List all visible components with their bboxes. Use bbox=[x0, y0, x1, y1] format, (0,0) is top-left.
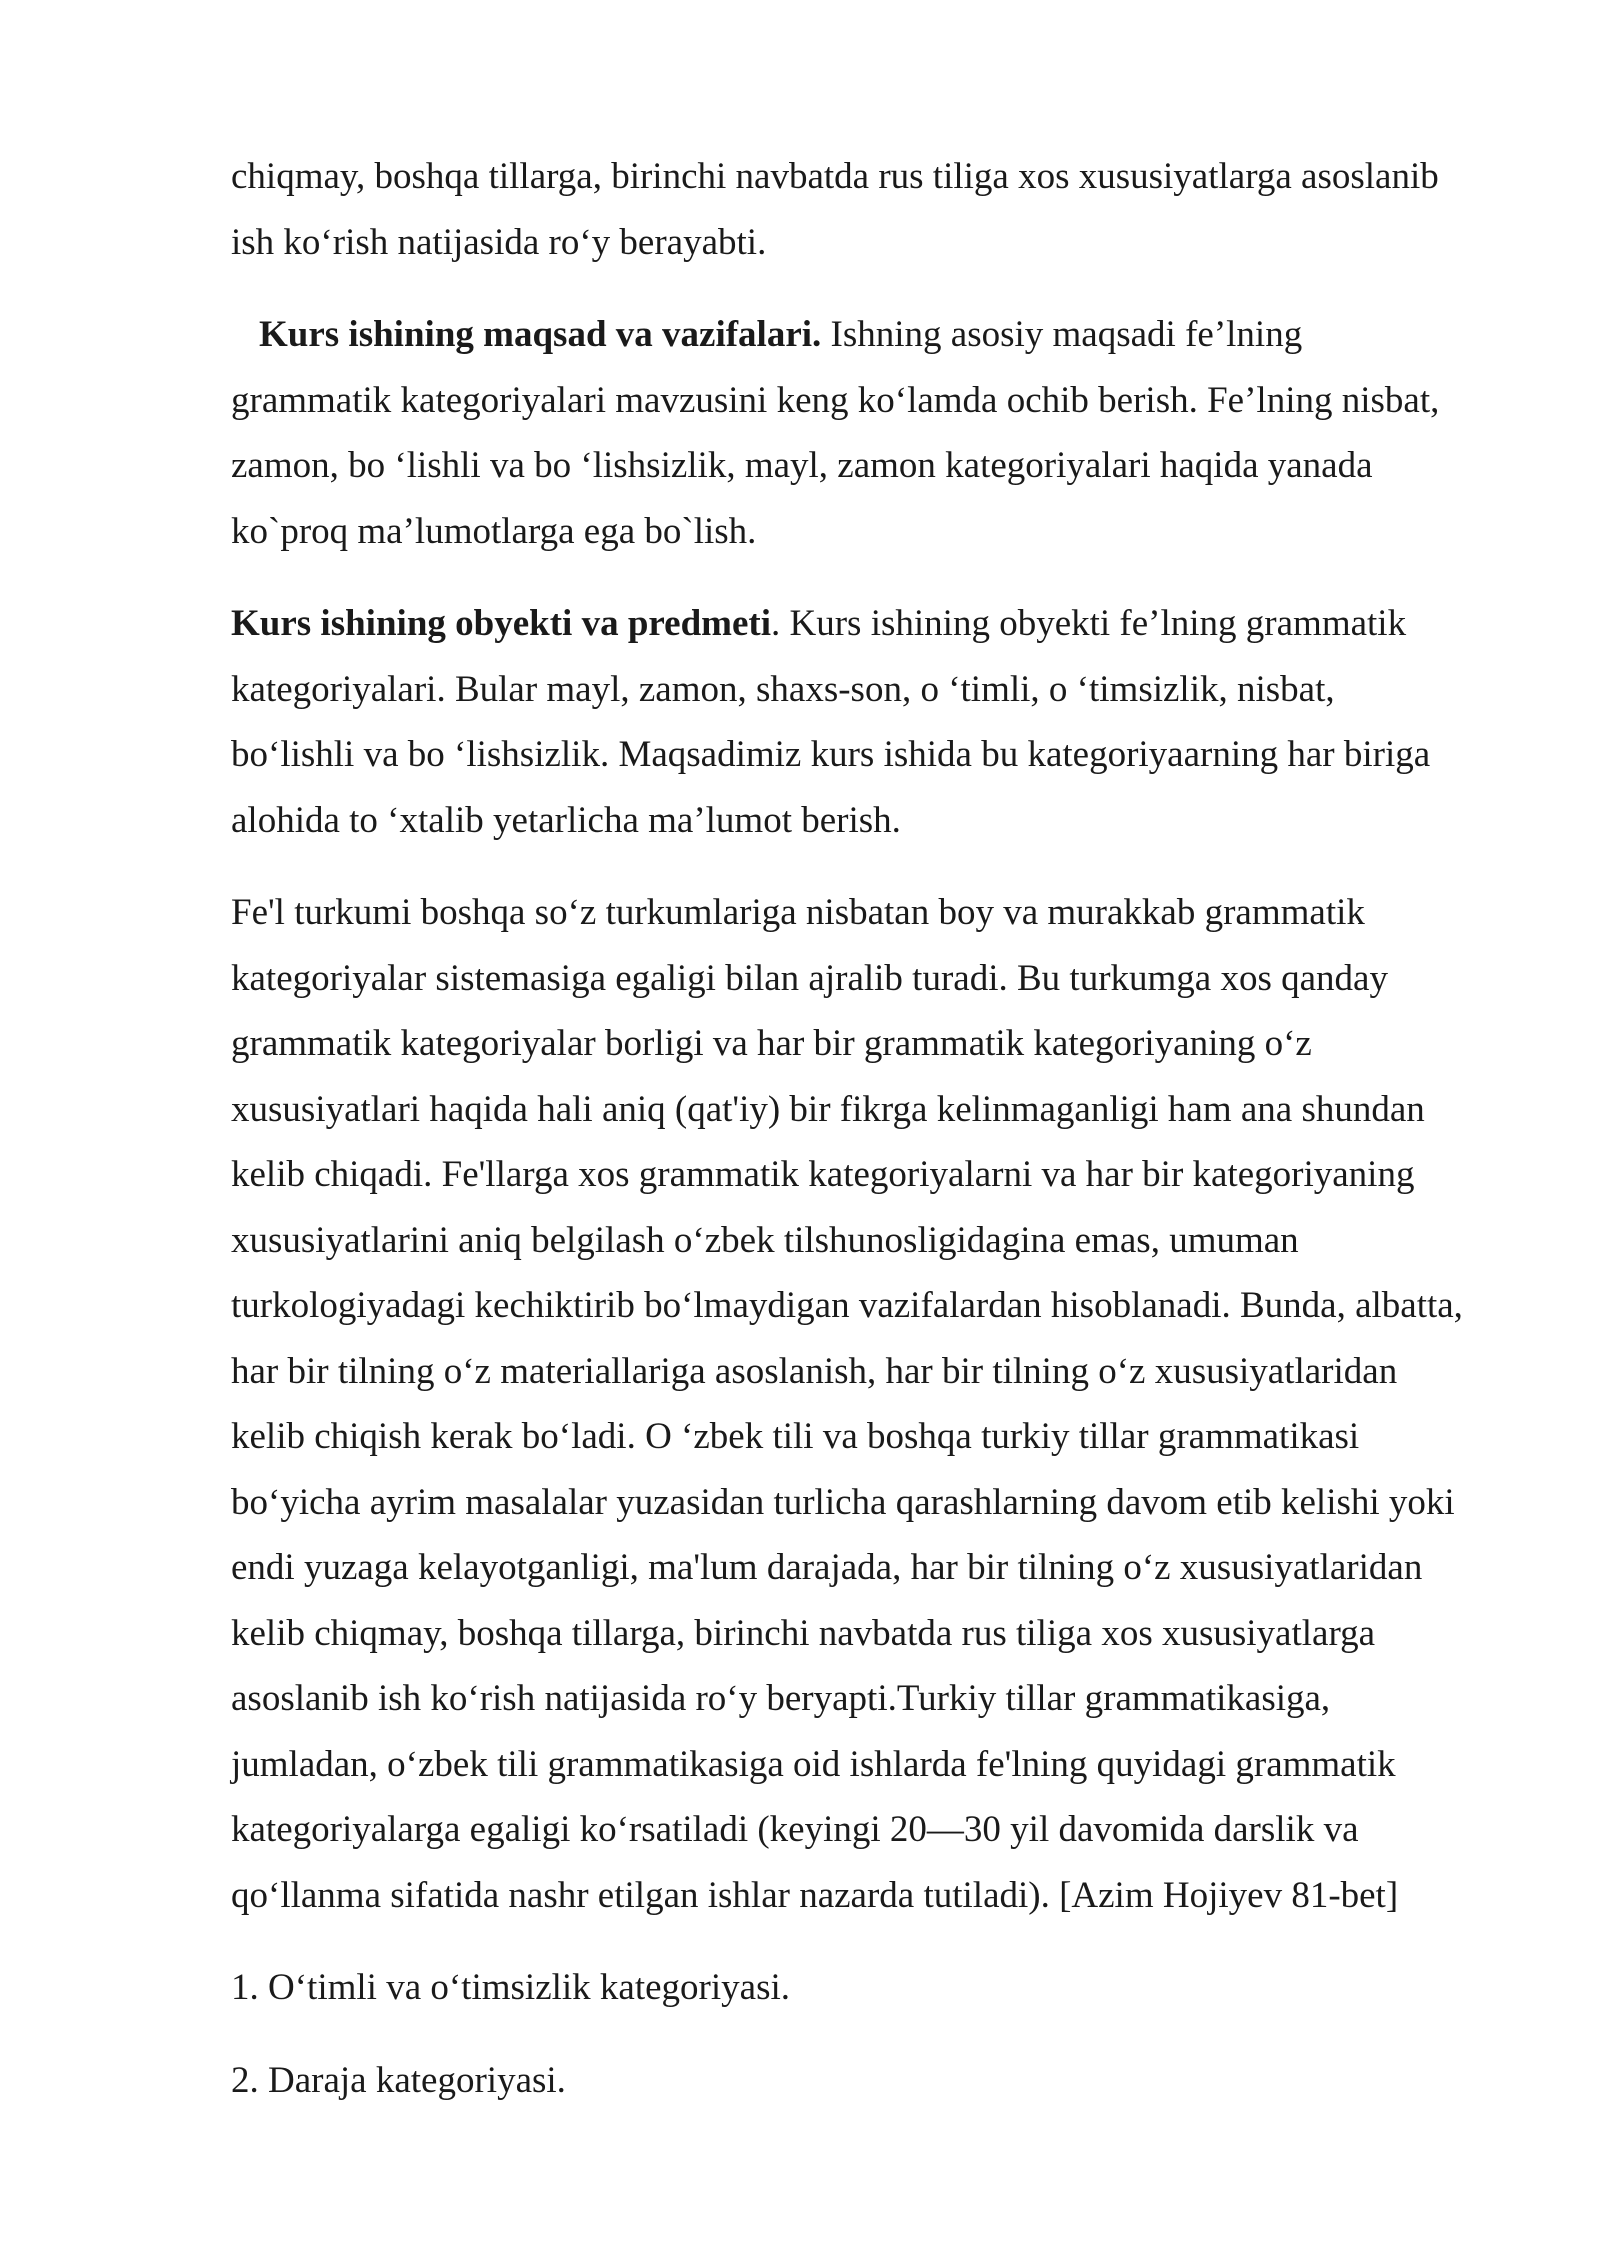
text-line: kelib chiqadi. Fe'llarga xos grammatik kategoriyalarni va har bir kategoriyaning bbox=[231, 1154, 1415, 1195]
text-line: xususiyatlari haqida hali aniq (qat'iy) bir fikrga kelinmaganligi ham ana shundan bbox=[231, 1088, 1425, 1130]
text-line: Fe'l turkumi boshqa so‘z turkumlariga nisbatan boy va murakkab grammatik bbox=[231, 892, 1365, 933]
text-line: kelib chiqmay, boshqa tillarga, birinchi navbatda rus tiliga xos xususiyatlarga bbox=[231, 1612, 1376, 1654]
intro-paragraph bbox=[231, 144, 1521, 275]
text-line bbox=[231, 591, 1521, 657]
text-line: kategoriyalarga egaligi ko‘rsatiladi (keyingi 20—30 yil davomida darslik va bbox=[231, 1809, 1359, 1850]
text-line: kelib chiqish kerak bo‘ladi. O ‘zbek tili va boshqa turkiy tillar grammatikasi bbox=[231, 1416, 1360, 1457]
text-line: grammatik kategoriyalari mavzusini keng ko‘lamda ochib berish. Fe’lning nisbat, bbox=[231, 379, 1440, 421]
text-line: qo‘llanma sifatida nashr etilgan ishlar nazarda tutiladi). [Azim Hojiyev 81-bet] bbox=[231, 1874, 1399, 1916]
text-line: zamon, bo ‘lishli va bo ‘lishsizlik, mayl, zamon kategoriyalari haqida yanada bbox=[231, 445, 1373, 486]
text-line bbox=[231, 302, 1521, 368]
text-line: chiqmay, boshqa tillarga, birinchi navbatda rus tiliga xos xususiyatlarga asoslanib bbox=[231, 156, 1439, 197]
text-line: kategoriyalari. Bular mayl, zamon, shaxs-son, o ‘timli, o ‘timsizlik, nisbat, bbox=[231, 668, 1335, 710]
text-line: grammatik kategoriyalar borligi va har bir grammatik kategoriyaning o‘z bbox=[231, 1023, 1312, 1064]
goals-paragraph bbox=[231, 302, 1521, 564]
text-line: bo‘yicha ayrim masalalar yuzasidan turlicha qarashlarning davom etib kelishi yoki bbox=[231, 1481, 1455, 1523]
main-paragraph bbox=[231, 880, 1521, 1928]
list-item: 2. Daraja kategoriyasi. bbox=[231, 2059, 566, 2101]
text-line: alohida to ‘xtalib yetarlicha ma’lumot berish. bbox=[231, 799, 901, 841]
text-line: ko`proq ma’lumotlarga ega bo`lish. bbox=[231, 510, 757, 552]
text-line: xususiyatlarini aniq belgilash o‘zbek tilshunosligidagina emas, umuman bbox=[231, 1219, 1299, 1261]
text-line: endi yuzaga kelayotganligi, ma'lum darajada, har bir tilning o‘z xususiyatlaridan bbox=[231, 1547, 1423, 1588]
text-line: turkologiyadagi kechiktirib bo‘lmaydigan vazifalardan hisoblanadi. Bunda, albatta, bbox=[231, 1285, 1463, 1326]
goals-first-line: Ishning asosiy maqsadi fe’lning bbox=[821, 314, 1303, 355]
document-page bbox=[231, 144, 1521, 2113]
text-line: kategoriyalar sistemasiga egaligi bilan ajralib turadi. Bu turkumga xos qanday bbox=[231, 957, 1388, 999]
text-line: bo‘lishli va bo ‘lishsizlik. Maqsadimiz kurs ishida bu kategoriyaarning har biriga bbox=[231, 734, 1431, 775]
object-paragraph bbox=[231, 591, 1521, 853]
text-line: ish ko‘rish natijasida ro‘y berayabti. bbox=[231, 221, 767, 263]
text-line: har bir tilning o‘z materiallariga asoslanish, har bir tilning o‘z xususiyatlaridan bbox=[231, 1350, 1398, 1392]
list-item: 1. O‘timli va o‘timsizlik kategoriyasi. bbox=[231, 1967, 791, 2008]
text-line: jumladan, o‘zbek tili grammatikasiga oid ishlarda fe'lning quyidagi grammatik bbox=[231, 1743, 1396, 1785]
object-heading: Kurs ishining obyekti va predmeti bbox=[231, 603, 772, 644]
object-first-line: . Kurs ishining obyekti fe’lning grammatik bbox=[771, 603, 1407, 644]
goals-heading: Kurs ishining maqsad va vazifalari. bbox=[259, 314, 822, 355]
text-line: asoslanib ish ko‘rish natijasida ro‘y beryapti.Turkiy tillar grammatikasiga, bbox=[231, 1678, 1331, 1719]
